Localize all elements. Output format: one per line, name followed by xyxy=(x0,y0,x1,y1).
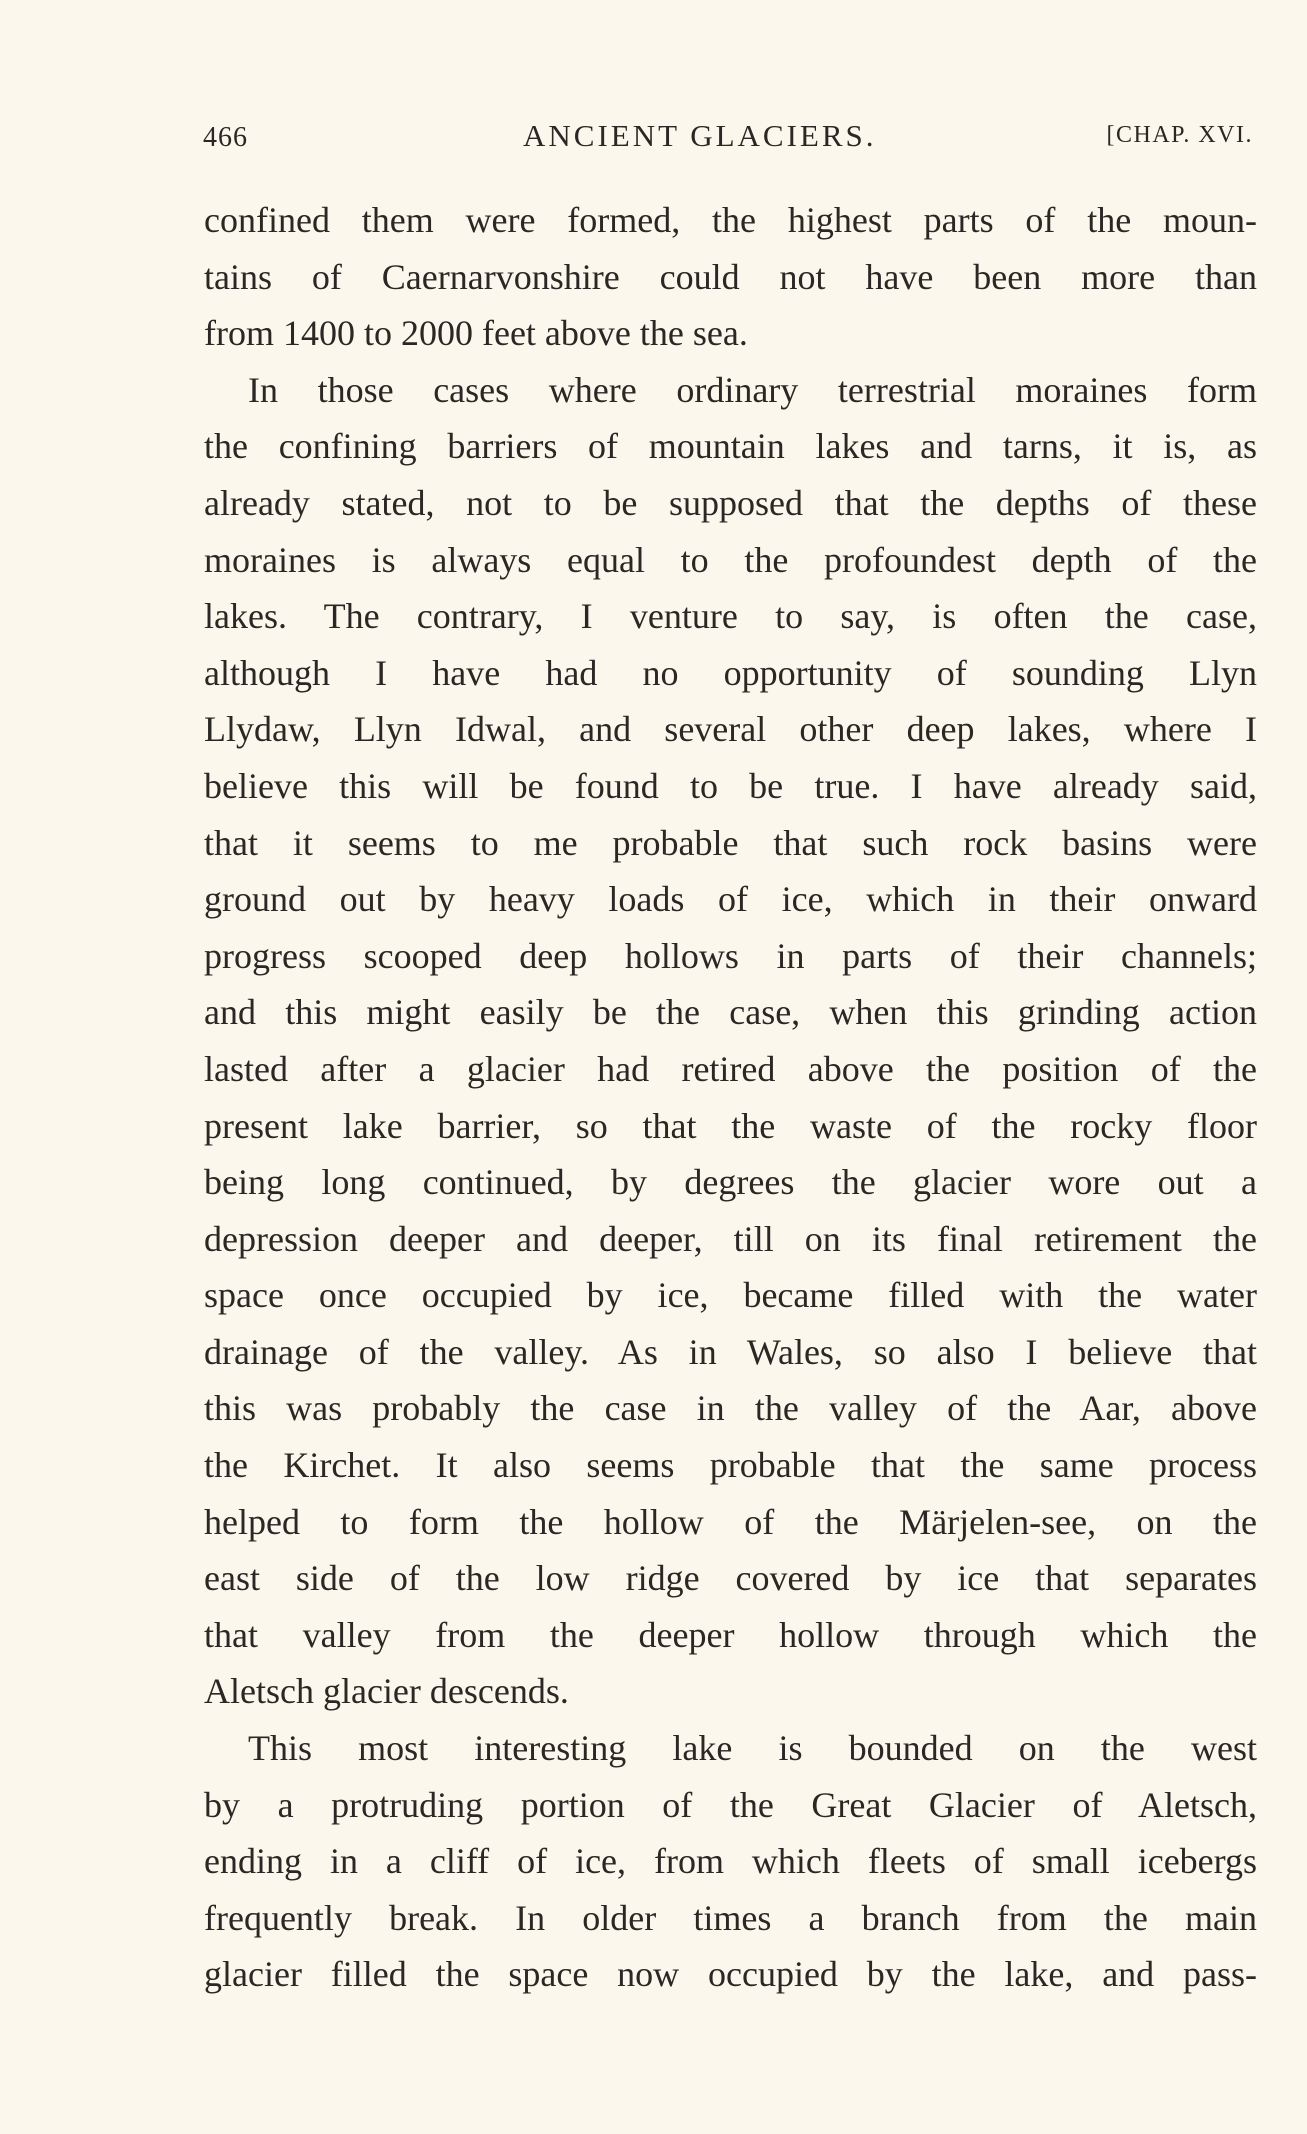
text-line: this was probably the case in the valley of the Aar, above xyxy=(204,1388,1257,1429)
chapter-label: [CHAP. XVI. xyxy=(1106,122,1253,148)
text-line: from 1400 to 2000 feet above the sea. xyxy=(204,313,748,354)
text-line: being long continued, by degrees the glacier wore out a xyxy=(204,1162,1257,1203)
text-line: east side of the low ridge covered by ice that separates xyxy=(204,1558,1257,1599)
text-line: confined them were formed, the highest parts of the moun- xyxy=(204,200,1257,240)
text-line: moraines is always equal to the profoundest depth of the xyxy=(204,539,1257,580)
text-line: and this might easily be the case, when this grinding action xyxy=(204,992,1257,1033)
text-line: that valley from the deeper hollow through which the xyxy=(204,1614,1257,1655)
text-line: present lake barrier, so that the waste of the rocky floor xyxy=(204,1105,1257,1146)
paragraph-start-line: In those cases where ordinary terrestrial moraines form xyxy=(248,369,1257,410)
text-line: believe this will be found to be true. I have already said, xyxy=(204,765,1257,806)
text-line: already stated, not to be supposed that the depths of these xyxy=(204,482,1257,523)
text-line: lakes. The contrary, I venture to say, is often the case, xyxy=(204,596,1257,637)
running-head xyxy=(203,118,1253,162)
text-line: the confining barriers of mountain lakes and tarns, it is, as xyxy=(204,426,1257,467)
text-line: although I have had no opportunity of sounding Llyn xyxy=(204,652,1257,693)
paragraph-start-line: This most interesting lake is bounded on the west xyxy=(248,1728,1257,1769)
text-line: depression deeper and deeper, till on its final retirement the xyxy=(204,1218,1257,1259)
text-line: ground out by heavy loads of ice, which in their onward xyxy=(204,879,1257,920)
text-line: ending in a cliff of ice, from which fleets of small icebergs xyxy=(204,1841,1257,1882)
text-line: lasted after a glacier had retired above the position of the xyxy=(204,1048,1257,1089)
text-line: glacier filled the space now occupied by the lake, and pass- xyxy=(204,1954,1257,1995)
text-line: drainage of the valley. As in Wales, so also I believe that xyxy=(204,1331,1257,1372)
text-line: progress scooped deep hollows in parts of their channels; xyxy=(204,935,1257,976)
text-line: by a protruding portion of the Great Glacier of Aletsch, xyxy=(204,1784,1257,1825)
text-line: tains of Caernarvonshire could not have been more than xyxy=(204,256,1257,297)
body-text xyxy=(204,192,1257,2003)
text-line: the Kirchet. It also seems probable that the same process xyxy=(204,1445,1257,1486)
text-line: helped to form the hollow of the Märjelen-see, on the xyxy=(204,1501,1257,1542)
running-title: ANCIENT GLACIERS. xyxy=(523,118,877,153)
text-line: Aletsch glacier descends. xyxy=(204,1671,569,1712)
page-number: 466 xyxy=(203,122,248,153)
text-line: space once occupied by ice, became filled with the water xyxy=(204,1275,1257,1316)
text-line: that it seems to me probable that such rock basins were xyxy=(204,822,1257,863)
text-line: Llydaw, Llyn Idwal, and several other deep lakes, where I xyxy=(204,709,1257,750)
text-line: frequently break. In older times a branch from the main xyxy=(204,1897,1257,1938)
